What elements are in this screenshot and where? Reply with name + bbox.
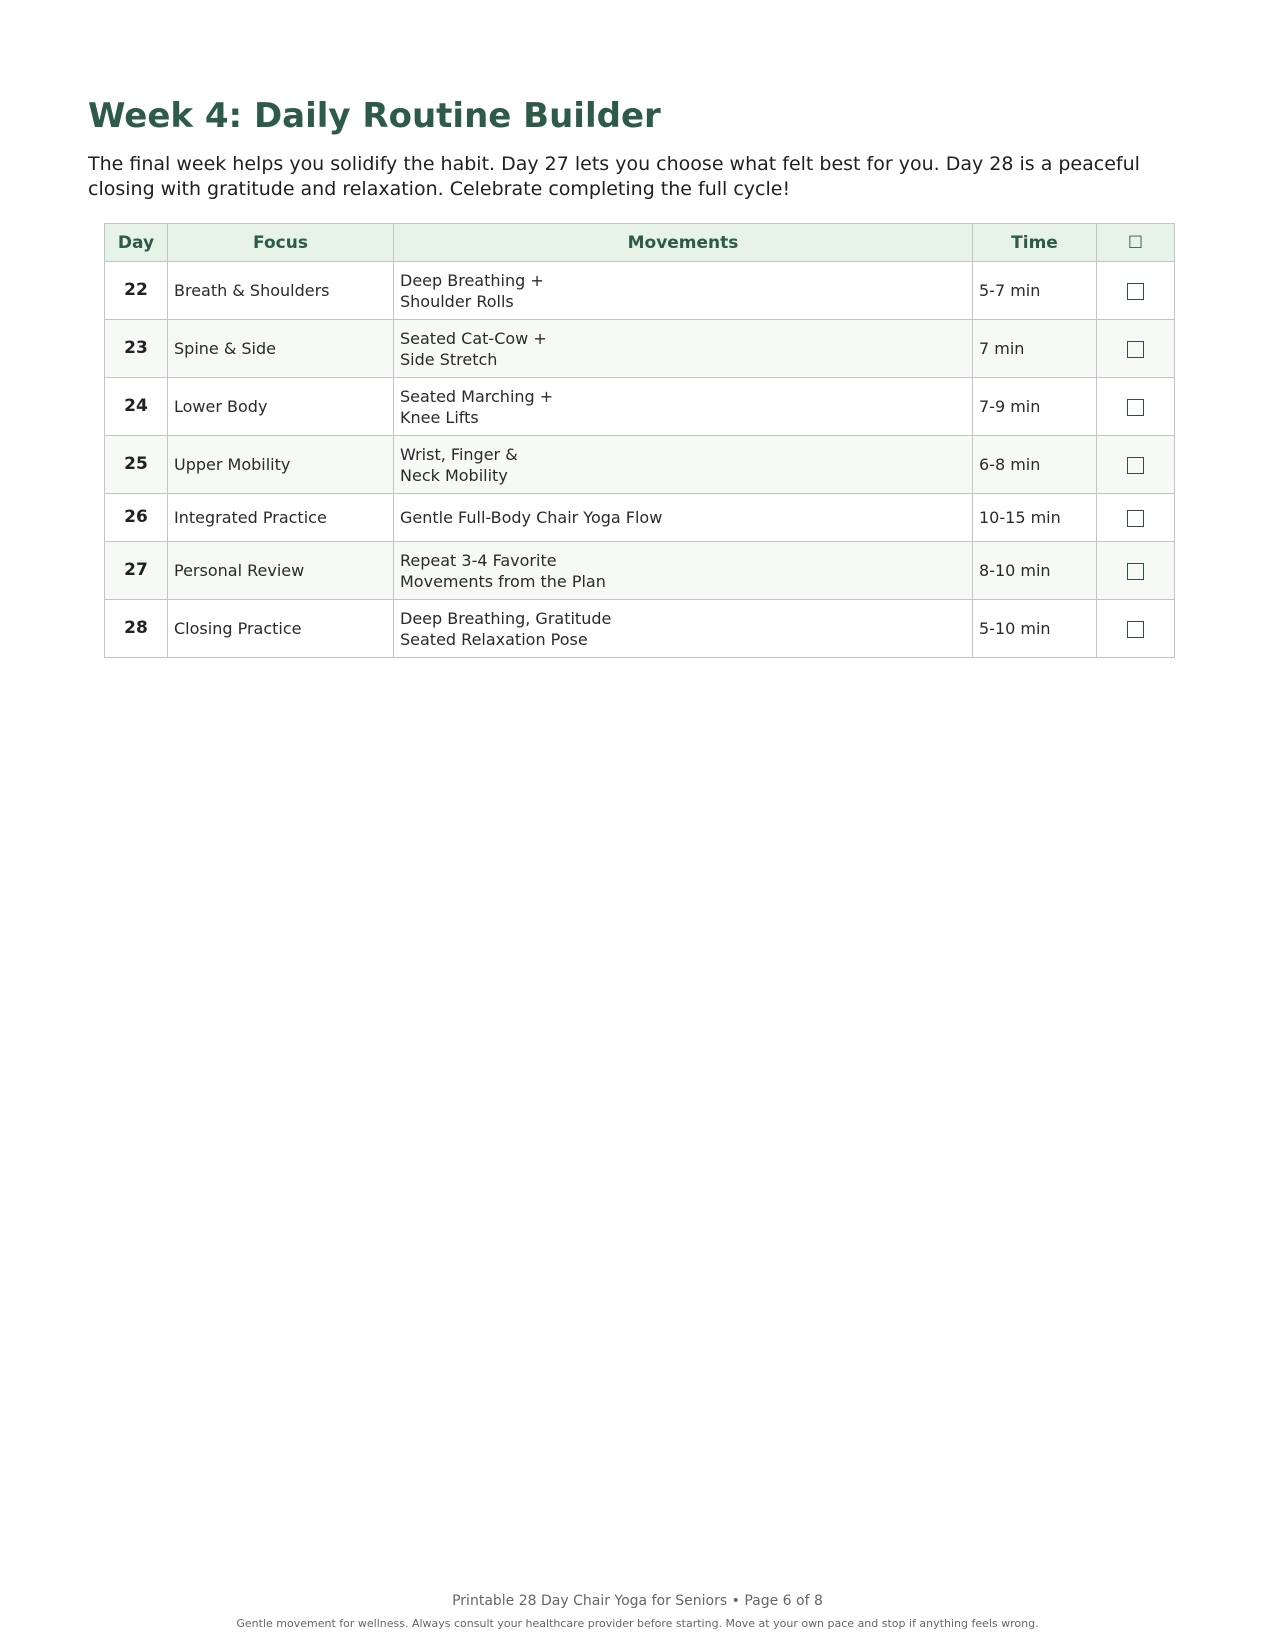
- day-number: 25: [105, 436, 168, 494]
- time-cell: 7-9 min: [973, 378, 1097, 436]
- check-cell: [1097, 320, 1175, 378]
- movements-cell: [394, 262, 973, 320]
- table-row: [105, 378, 1175, 436]
- day-number: 22: [105, 262, 168, 320]
- day-checkbox[interactable]: [1127, 563, 1144, 580]
- footer-disclaimer: Gentle movement for wellness. Always consult your healthcare provider before starting. Move at your own pace and stop if anything feels wrong.: [236, 1617, 1039, 1630]
- table-row: [105, 436, 1175, 494]
- time-cell: 6-8 min: [973, 436, 1097, 494]
- routine-table: [104, 223, 1175, 658]
- table-row: [105, 600, 1175, 658]
- movement-line: Shoulder Rolls: [400, 291, 514, 311]
- focus-cell: Spine & Side: [168, 320, 394, 378]
- focus-cell: Personal Review: [168, 542, 394, 600]
- movements-cell: [394, 494, 973, 542]
- focus-cell: Upper Mobility: [168, 436, 394, 494]
- intro-paragraph: The final week helps you solidify the habit. Day 27 lets you choose what felt best for you. Day 28 is a peaceful closing with gratitude and relaxation. Celebrate completing the full cycle!: [88, 153, 1140, 200]
- column-header-check: [1097, 224, 1175, 262]
- day-checkbox[interactable]: [1127, 510, 1144, 527]
- movements-cell: [394, 378, 973, 436]
- check-cell: [1097, 542, 1175, 600]
- check-cell: [1097, 378, 1175, 436]
- day-checkbox[interactable]: [1127, 457, 1144, 474]
- day-number: 26: [105, 494, 168, 542]
- check-cell: [1097, 494, 1175, 542]
- movement-line: Neck Mobility: [400, 465, 508, 485]
- time-cell: 7 min: [973, 320, 1097, 378]
- focus-cell: Lower Body: [168, 378, 394, 436]
- movements-cell: [394, 320, 973, 378]
- check-cell: [1097, 436, 1175, 494]
- day-number: 24: [105, 378, 168, 436]
- day-checkbox[interactable]: [1127, 283, 1144, 300]
- movement-line: Seated Cat-Cow +: [400, 328, 547, 348]
- day-checkbox[interactable]: [1127, 621, 1144, 638]
- table-row: [105, 262, 1175, 320]
- movement-line: Deep Breathing +: [400, 270, 544, 290]
- movement-line: Movements from the Plan: [400, 571, 606, 591]
- movement-line: Deep Breathing, Gratitude: [400, 608, 612, 628]
- column-header-movements: Movements: [394, 224, 973, 262]
- table-header-row: [105, 224, 1175, 262]
- routine-table-body: [105, 262, 1175, 658]
- table-row: [105, 494, 1175, 542]
- page-title: Week 4: Daily Routine Builder: [88, 96, 661, 136]
- time-cell: 8-10 min: [973, 542, 1097, 600]
- footer-page-info: Printable 28 Day Chair Yoga for Seniors • Page 6 of 8: [452, 1593, 823, 1609]
- day-number: 28: [105, 600, 168, 658]
- day-number: 27: [105, 542, 168, 600]
- check-cell: [1097, 262, 1175, 320]
- time-cell: 5-10 min: [973, 600, 1097, 658]
- focus-cell: Closing Practice: [168, 600, 394, 658]
- movement-line: Gentle Full-Body Chair Yoga Flow: [400, 508, 663, 527]
- column-header-time: Time: [973, 224, 1097, 262]
- focus-cell: Integrated Practice: [168, 494, 394, 542]
- table-row: [105, 542, 1175, 600]
- day-checkbox[interactable]: [1127, 341, 1144, 358]
- movements-cell: [394, 436, 973, 494]
- table-row: [105, 320, 1175, 378]
- movement-line: Knee Lifts: [400, 407, 479, 427]
- time-cell: 10-15 min: [973, 494, 1097, 542]
- movement-line: Side Stretch: [400, 349, 498, 369]
- day-number: 23: [105, 320, 168, 378]
- movement-line: Seated Relaxation Pose: [400, 629, 588, 649]
- focus-cell: Breath & Shoulders: [168, 262, 394, 320]
- column-header-focus: Focus: [168, 224, 394, 262]
- day-checkbox[interactable]: [1127, 399, 1144, 416]
- time-cell: 5-7 min: [973, 262, 1097, 320]
- movement-line: Wrist, Finger &: [400, 444, 518, 464]
- movements-cell: [394, 600, 973, 658]
- column-header-day: Day: [105, 224, 168, 262]
- check-cell: [1097, 600, 1175, 658]
- movement-line: Repeat 3-4 Favorite: [400, 550, 557, 570]
- checkbox-header-icon: ☐: [1127, 232, 1144, 253]
- movements-cell: [394, 542, 973, 600]
- movement-line: Seated Marching +: [400, 386, 554, 406]
